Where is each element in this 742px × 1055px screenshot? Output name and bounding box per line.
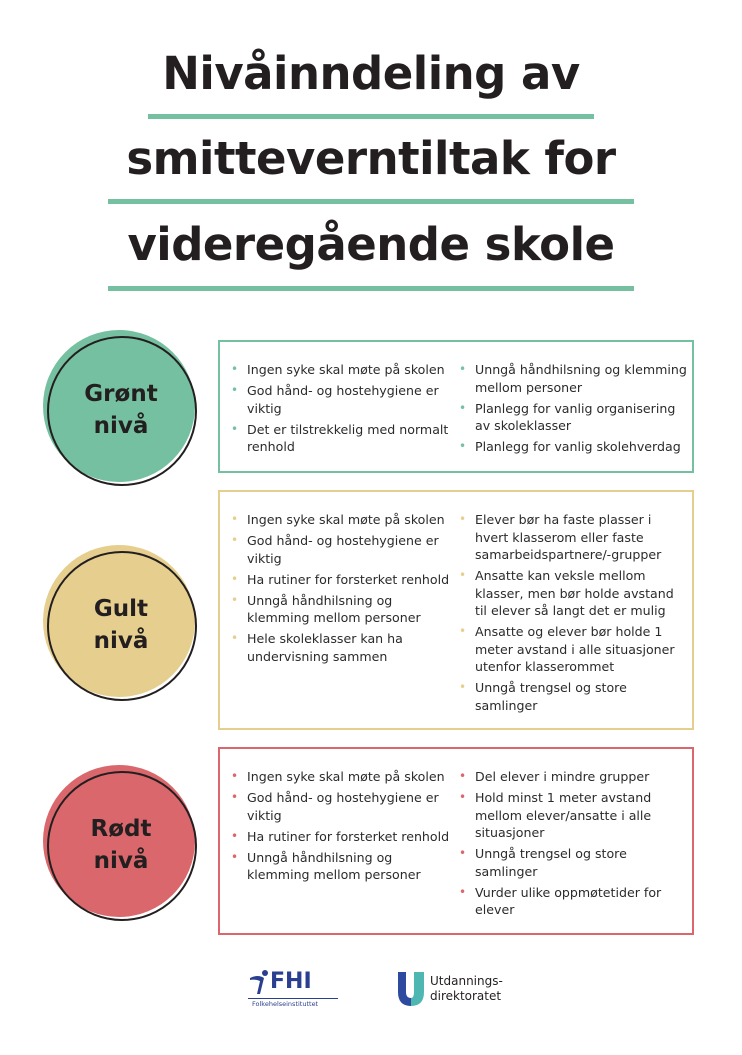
green-column-2 <box>448 361 688 459</box>
green-level-label: Grønt nivå <box>84 381 158 439</box>
fhi-full-name: Folkehelseinstituttet <box>252 1000 319 1008</box>
list-item: • Unngå trengsel og store samlinger <box>459 846 627 879</box>
list-item: • Vurder ulike oppmøtetider for elever <box>459 884 662 917</box>
list-item: • Ha rutiner for forsterket renhold <box>231 571 450 587</box>
list-item: • God hånd- og hostehygiene er viktig <box>231 533 439 566</box>
list-item: • God hånd- og hostehygiene er viktig <box>231 790 439 823</box>
title-line-3: videregående skole <box>127 218 615 271</box>
udir-logo <box>396 972 516 1008</box>
red-level-label: Rødt nivå <box>90 816 152 874</box>
yellow-list-1 <box>220 511 452 665</box>
yellow-level-badge <box>43 545 203 705</box>
green-level-badge <box>43 330 203 490</box>
fhi-logo <box>248 968 338 1010</box>
list-item: • Ingen syke skal møte på skolen <box>231 512 445 527</box>
udir-name-line-1: Utdannings- <box>430 974 503 988</box>
title-underline-3 <box>108 286 634 291</box>
udir-name-line-2: direktoratet <box>430 989 502 1003</box>
green-list-2 <box>448 361 688 456</box>
list-item: • Hele skoleklasser kan ha undervisning sammen <box>231 631 403 664</box>
yellow-measures-box <box>218 490 694 730</box>
fhi-swoosh-icon <box>248 968 270 996</box>
red-measures-box <box>218 747 694 935</box>
red-column-2 <box>448 768 688 922</box>
yellow-list-2 <box>448 511 688 714</box>
list-item: • Ingen syke skal møte på skolen <box>231 362 445 377</box>
list-item: • Unngå trengsel og store samlinger <box>459 680 627 713</box>
title-underline-1 <box>148 114 594 119</box>
udir-u-icon <box>396 972 426 1006</box>
fhi-mark: FHI <box>270 969 312 994</box>
list-item: • Det er tilstrekkelig med normalt renhold <box>231 421 449 454</box>
green-column-1 <box>220 361 452 459</box>
green-list-1 <box>220 361 452 456</box>
list-item: • Del elever i mindre grupper <box>459 769 650 784</box>
yellow-column-1 <box>220 511 452 669</box>
list-item: • Elever bør ha faste plasser i hvert klasserom eller faste samarbeidspartnere/-grupper <box>459 512 662 562</box>
title-line-2: smitteverntiltak for <box>126 132 616 185</box>
red-list-2 <box>448 768 688 919</box>
list-item: • Hold minst 1 meter avstand mellom elever/ansatte i alle situasjoner <box>459 790 652 840</box>
list-item: • God hånd- og hostehygiene er viktig <box>231 383 439 416</box>
list-item: • Ingen syke skal møte på skolen <box>231 769 445 784</box>
list-item: • Unngå håndhilsning og klemming mellom personer <box>459 362 687 395</box>
list-item: • Ha rutiner for forsterket renhold <box>231 828 450 844</box>
list-item: • Planlegg for vanlig skolehverdag <box>459 439 681 454</box>
red-level-badge <box>43 765 203 925</box>
red-list-1 <box>220 768 452 884</box>
list-item: • Unngå håndhilsning og klemming mellom personer <box>231 592 421 625</box>
title-underline-2 <box>108 199 634 204</box>
fhi-name <box>248 998 338 999</box>
red-column-1 <box>220 768 452 887</box>
list-item: • Unngå håndhilsning og klemming mellom personer <box>231 849 421 882</box>
list-item: • Ansatte og elever bør holde 1 meter avstand i alle situasjoner utenfor klasserommet <box>459 624 675 674</box>
yellow-column-2 <box>448 511 688 718</box>
list-item: • Ansatte kan veksle mellom klasser, men bør holde avstand til elever så langt det er mulig <box>459 568 674 618</box>
yellow-level-label: Gult nivå <box>93 596 149 654</box>
green-measures-box <box>218 340 694 473</box>
title-line-1: Nivåinndeling av <box>162 47 580 100</box>
list-item: • Planlegg for vanlig organisering av skoleklasser <box>459 400 676 433</box>
